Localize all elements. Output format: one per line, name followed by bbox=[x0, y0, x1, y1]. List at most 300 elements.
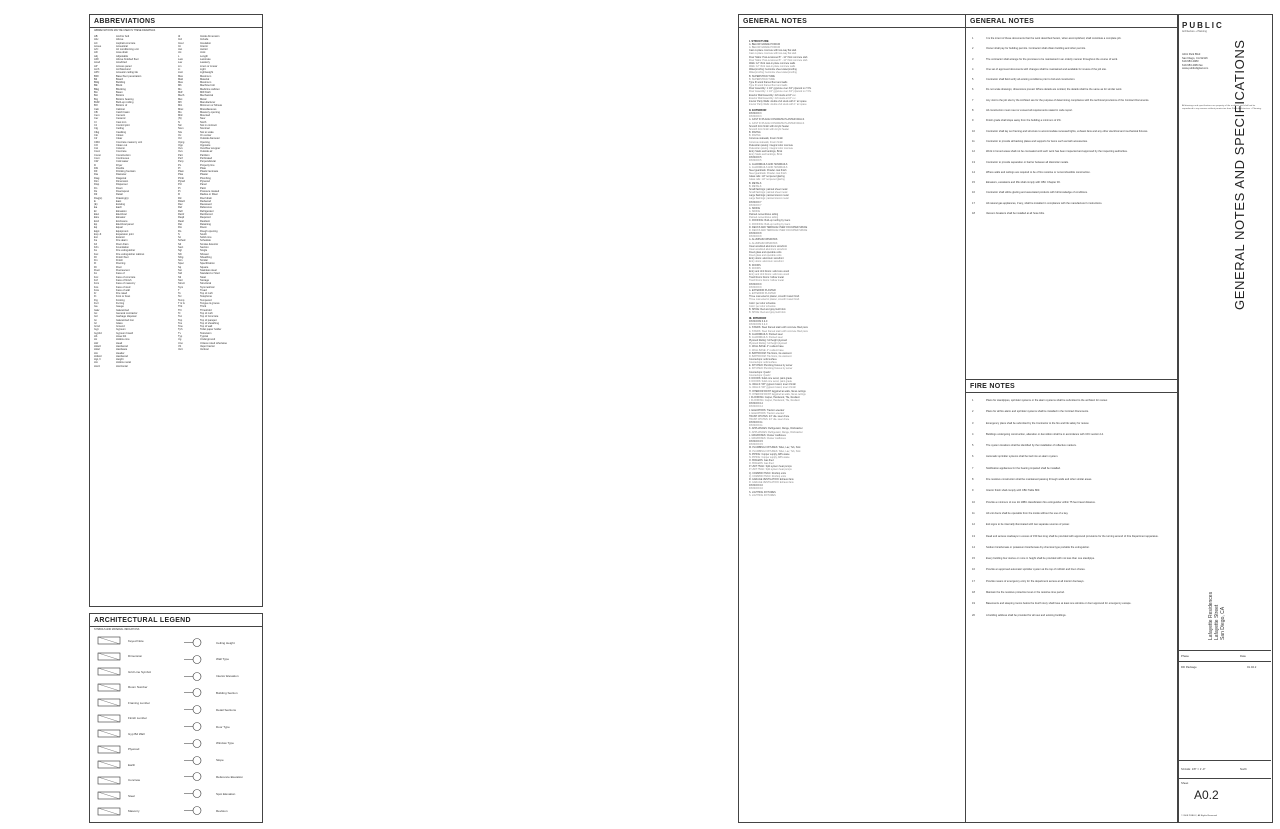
spec-line: A. GUARDRAILS AND HANDRAILS bbox=[749, 165, 788, 169]
abbreviation-meaning: Electrical bbox=[116, 213, 127, 217]
legend-item bbox=[184, 672, 239, 681]
abbreviation-meaning: Insulation bbox=[200, 41, 212, 45]
general-notes-specs-body bbox=[749, 37, 959, 818]
abbreviation-meaning: Paint bbox=[200, 186, 206, 190]
abbreviation-meaning: Radius or Riser bbox=[200, 193, 218, 197]
general-note bbox=[972, 68, 1172, 71]
legend-label: Door Type bbox=[216, 724, 230, 729]
abbreviation-code: Dn bbox=[94, 186, 98, 190]
spec-line: B. PAVING bbox=[749, 134, 761, 138]
note-number: 6 bbox=[972, 455, 974, 459]
abbreviation-meaning: Outside air bbox=[200, 150, 213, 154]
note-text: Plans for all fire alarm and sprinkler systems shall be installed in the Contract Documents. bbox=[986, 410, 1089, 414]
abbreviation-meaning: Masonry opening bbox=[200, 110, 220, 114]
note-number: 11 bbox=[972, 139, 975, 143]
spec-line: C. ROOFING: Built-up roofing by Gaco bbox=[749, 219, 791, 223]
legend-symbol bbox=[184, 688, 210, 697]
spec-line: Cast-in-place concrete with two-way flat slab bbox=[749, 49, 797, 53]
abbreviation-meaning: Rough opening bbox=[200, 229, 218, 233]
note-text: Contractor shall field verify all existing conditions prior to bid and construction. bbox=[986, 78, 1076, 82]
note-number: 5 bbox=[972, 444, 974, 448]
legend-item bbox=[184, 688, 238, 697]
abbreviation-meaning: Toilet paper holder bbox=[200, 328, 222, 332]
abbreviation-meaning: Mechanical bbox=[200, 94, 214, 98]
abbreviation-code: Sym bbox=[178, 285, 184, 289]
address-line: 4441 Park Blvd bbox=[1182, 53, 1201, 56]
abbreviation-code: Mo bbox=[178, 87, 182, 91]
abbreviation-code: Mb bbox=[178, 84, 182, 88]
abbreviation-code: Tc bbox=[178, 311, 181, 315]
abbreviation-meaning: Plumbing bbox=[200, 176, 211, 180]
note-number: 15 bbox=[972, 181, 975, 185]
abbreviation-meaning: Tread bbox=[200, 288, 207, 292]
spec-line: C. WALL BASE: 4" resilient base bbox=[749, 348, 784, 352]
spec-line: B. SPICE: Red and gray field brick bbox=[749, 310, 786, 314]
firm-subtitle: Architecture + Planning bbox=[1182, 30, 1207, 33]
legend-label: Earth bbox=[128, 762, 136, 767]
abbreviation-code: Fo bbox=[94, 272, 98, 276]
abbreviation-code: Cont bbox=[94, 156, 100, 160]
legend-symbol bbox=[184, 789, 210, 798]
legend-symbol bbox=[184, 672, 210, 681]
abbreviation-meaning: Miscellaneous bbox=[200, 107, 217, 111]
spec-line: Interior Party Walls: double 2x4 studs with 1" air space bbox=[749, 102, 807, 106]
firm-address bbox=[1182, 53, 1208, 71]
fire-note bbox=[972, 546, 1172, 549]
abbreviation-code: Tos bbox=[178, 321, 183, 325]
note-number: 16 bbox=[972, 568, 975, 572]
abbreviation-code: Ovs bbox=[178, 147, 183, 151]
note-text: A building address shall be provided for all new and existing buildings. bbox=[986, 613, 1067, 617]
fire-note bbox=[972, 478, 1172, 481]
abbreviation-meaning: Height bbox=[116, 358, 124, 362]
abbreviation-row bbox=[178, 348, 227, 351]
abbreviation-code: AB bbox=[94, 35, 98, 38]
abbreviation-meaning: Drawing(s) bbox=[116, 196, 129, 200]
abbreviation-meaning: Anodized bbox=[116, 61, 127, 65]
abbreviation-code: Dtl bbox=[94, 193, 98, 197]
address-line: San Diego, CA 92116 bbox=[1182, 56, 1208, 60]
abbreviation-column bbox=[94, 35, 144, 368]
legend-item bbox=[184, 655, 229, 664]
legend-symbol bbox=[96, 636, 122, 645]
abbreviation-code: Clr bbox=[94, 137, 98, 141]
abbreviation-meaning: Equal bbox=[116, 226, 123, 230]
spec-line: N. PIPING: Copper supply, ABS waste bbox=[749, 455, 790, 459]
abbreviation-code: D bbox=[94, 163, 96, 167]
abbreviation-code: Clo bbox=[94, 133, 98, 137]
abbreviation-code: Flr bbox=[94, 265, 98, 269]
spec-line: DIVISION 11 bbox=[749, 424, 763, 428]
abbreviation-meaning: Face of wall bbox=[116, 288, 130, 292]
abbreviation-meaning: Hardware bbox=[116, 348, 128, 352]
abbreviation-meaning: Specification bbox=[200, 262, 215, 266]
note-number: 18 bbox=[972, 212, 975, 216]
spec-line: DIVISION 15 bbox=[749, 440, 763, 444]
fire-note bbox=[972, 591, 1172, 594]
abbreviation-code: Ea bbox=[94, 206, 98, 210]
abbreviation-meaning: General contractor bbox=[116, 311, 138, 315]
legend-item bbox=[184, 789, 235, 798]
spec-line: B. METALS bbox=[749, 181, 762, 185]
note-number: 10 bbox=[972, 129, 975, 133]
abbreviation-meaning: Hose bib bbox=[116, 335, 127, 339]
spec-line: Steel guardrails: Powder coat finish bbox=[749, 168, 787, 172]
abbreviation-code: Pl bbox=[178, 166, 181, 170]
abbreviation-meaning: Footing bbox=[116, 298, 125, 302]
abbreviation-code: Fa bbox=[94, 239, 98, 243]
spec-line: Walls: 12" thick cast-in-place concrete walls bbox=[749, 65, 796, 69]
fire-note bbox=[972, 580, 1172, 583]
abbreviation-code: Plywd bbox=[178, 180, 185, 184]
abbreviation-meaning: Mill finish bbox=[200, 91, 211, 95]
abbreviation-meaning: Gypsum board bbox=[116, 331, 134, 335]
legend-label: Concrete bbox=[128, 778, 141, 782]
fire-note bbox=[972, 489, 1172, 492]
spec-line: DIVISIONS 6 & 9 bbox=[749, 323, 768, 327]
abbreviation-code: Sq bbox=[178, 265, 182, 269]
fire-note bbox=[972, 568, 1172, 571]
spec-line: R. GARAGE VENTILATION: Exhaust fans bbox=[749, 477, 794, 481]
abbreviation-code: Gl bbox=[94, 321, 97, 325]
abbreviation-code: Eq bbox=[94, 226, 98, 230]
abbreviation-meaning: Acoustical bbox=[116, 44, 128, 48]
abbreviation-meaning: Not to scale bbox=[200, 130, 214, 134]
address-line: www.publicdigital.com bbox=[1182, 67, 1209, 71]
spec-line: A. SIDING bbox=[749, 206, 761, 210]
abbreviation-meaning: Existing bbox=[116, 203, 126, 207]
legend-item bbox=[184, 772, 243, 781]
abbreviation-meaning: Perpendicular bbox=[200, 160, 217, 164]
note-number: 14 bbox=[972, 170, 975, 174]
abbreviation-code: L bbox=[178, 54, 180, 58]
abbreviation-code: Elev bbox=[94, 216, 100, 220]
general-note bbox=[972, 119, 1172, 122]
abbreviation-code: Sect bbox=[178, 246, 184, 249]
abbreviation-meaning: Concrete bbox=[116, 150, 127, 154]
north-label: North bbox=[1240, 767, 1247, 771]
spec-line: G. WALLS: 5/8" gypsum board, level 4 finish bbox=[749, 383, 797, 387]
abbreviation-meaning: Diameter bbox=[116, 173, 127, 177]
fire-note bbox=[972, 444, 1172, 447]
spec-line: J. ELEVATORS: Traction elevator bbox=[749, 411, 785, 415]
abbreviation-meaning: Retaining bbox=[200, 222, 211, 226]
spec-line: Small flashings: painted sheet metal bbox=[749, 187, 788, 191]
note-number: 1 bbox=[972, 37, 974, 40]
abbreviation-meaning: Storage bbox=[200, 278, 210, 282]
spec-section-heading: I. STRUCTURE bbox=[749, 39, 769, 43]
abbreviation-code: CW bbox=[94, 160, 99, 164]
abbreviation-meaning: Area drain bbox=[116, 51, 128, 55]
abbreviation-code: Fof bbox=[94, 278, 98, 282]
abbreviation-code: Ep bbox=[94, 222, 98, 226]
general-note bbox=[972, 140, 1172, 143]
abbreviation-meaning: Mounted bbox=[200, 114, 211, 118]
spec-line: D. DECKS AND TERRACE OVER OCCUPIED SPACE bbox=[749, 225, 808, 229]
abbreviation-meaning: Thick bbox=[200, 305, 207, 309]
abbreviation-meaning: East bbox=[116, 199, 122, 203]
abbreviation-code: Mdf bbox=[178, 91, 183, 95]
note-number: 17 bbox=[972, 579, 975, 583]
abbreviation-meaning: New bbox=[200, 117, 206, 121]
note-number: 9 bbox=[972, 119, 974, 123]
abbreviation-meaning: Top of sheathing bbox=[200, 321, 220, 325]
abbreviation-meaning: Top of curb bbox=[200, 311, 213, 315]
abbreviation-code: Fdn bbox=[94, 246, 99, 249]
general-note bbox=[972, 109, 1172, 112]
abbreviation-meaning: Diagonal bbox=[116, 176, 127, 180]
abbreviation-code: Dwg(s) bbox=[94, 196, 103, 200]
abbreviation-code: El bbox=[94, 209, 97, 213]
spec-line: Cast-in-place concrete with two-way flat slab bbox=[749, 52, 797, 56]
spec-line: B. SPICE: Red and gray field brick bbox=[749, 307, 786, 311]
fire-note bbox=[972, 410, 1172, 413]
spec-line: Entry doors: aluminum storefront bbox=[749, 257, 784, 261]
note-number: 12 bbox=[972, 523, 975, 527]
spec-line: DIVISIONS 6 & 9 bbox=[749, 320, 768, 324]
note-text: Do not scale drawings; dimensions prevail. Where details are omitted, the details shall be the same as for similar work. bbox=[986, 88, 1123, 92]
abbreviation-code: Od bbox=[178, 137, 182, 141]
fire-notes-list bbox=[972, 399, 1172, 818]
note-number: 10 bbox=[972, 500, 975, 504]
abbreviation-row bbox=[94, 365, 144, 368]
abbreviation-meaning: Cold water bbox=[116, 160, 129, 164]
abbreviation-meaning: Head bbox=[116, 341, 123, 345]
abbreviation-code: Part bbox=[178, 153, 183, 157]
spec-line: O. BOILERS: Gas fired bbox=[749, 462, 774, 466]
title-block bbox=[1177, 14, 1273, 823]
abbreviation-code: Sd bbox=[178, 242, 182, 246]
legend-symbol bbox=[184, 772, 210, 781]
project-line: Lafayette Residences bbox=[1208, 591, 1214, 640]
abbreviation-code: Hc bbox=[94, 338, 98, 342]
abbreviation-code: Tph bbox=[178, 328, 183, 332]
abbreviation-code: Rm bbox=[178, 226, 183, 230]
abbreviation-meaning: Light bbox=[200, 67, 206, 71]
abbreviation-code: Galv bbox=[94, 308, 100, 312]
abbreviation-code: Uno bbox=[178, 341, 183, 345]
abbreviation-meaning: Telephone bbox=[200, 295, 212, 299]
spec-line: Plywood Railing: full height plywood bbox=[749, 339, 788, 343]
fire-note bbox=[972, 422, 1172, 425]
abbreviation-code: Lin bbox=[178, 64, 182, 68]
abbreviation-code: T bbox=[178, 288, 180, 292]
abbreviation-code: Fow bbox=[94, 288, 99, 292]
spec-line: C. WALL BASE: 4" resilient base bbox=[749, 345, 784, 349]
spec-line: Pedestrian paving: integral color concrete bbox=[749, 143, 793, 147]
legend-label: Wall Type bbox=[216, 657, 230, 662]
abbreviation-meaning: Structural bbox=[200, 282, 212, 286]
note-number: 3 bbox=[972, 57, 974, 61]
fire-note bbox=[972, 512, 1172, 515]
abbreviation-meaning: Access panel bbox=[116, 64, 132, 68]
divider bbox=[1177, 650, 1271, 651]
abbreviation-meaning: Gauge bbox=[116, 305, 124, 309]
abbreviation-meaning: Unless noted otherwise bbox=[200, 341, 227, 345]
spec-line: P. UNIT HVAC: Split system heat pumps bbox=[749, 468, 792, 472]
abbreviation-meaning: Closet bbox=[116, 133, 124, 137]
spec-line: DIVISION 3 bbox=[749, 112, 762, 116]
spec-line: K. APPLIANCES: Refrigerator, Range, Dishwasher bbox=[749, 427, 803, 431]
abbreviation-code: Sst bbox=[178, 269, 182, 273]
spec-line: Large flashings: painted stucco metal bbox=[749, 197, 789, 201]
general-note bbox=[972, 78, 1172, 81]
note-number: 2 bbox=[972, 47, 974, 51]
abbreviation-code: Ftg bbox=[94, 298, 98, 302]
spec-line: Painted cementitious siding bbox=[749, 213, 779, 217]
abbreviation-meaning: Vapor barrier bbox=[200, 344, 215, 348]
abbreviation-meaning: Panel bbox=[200, 183, 207, 187]
abbreviation-code: Max bbox=[178, 81, 183, 85]
note-number: 15 bbox=[972, 557, 975, 561]
abbreviation-code: Acous bbox=[94, 44, 102, 48]
abbreviation-code: Std bbox=[178, 272, 182, 276]
spec-line: DIVISION 5 bbox=[749, 156, 762, 160]
abbreviation-meaning: Face of bbox=[116, 272, 125, 276]
spec-line: A. SIDING bbox=[749, 209, 761, 213]
spec-line: Trash Room Doors: hollow metal bbox=[749, 279, 784, 283]
legend-label: Gyp Bd Wall bbox=[128, 731, 145, 736]
abbreviation-meaning: Flooring bbox=[116, 262, 126, 266]
spec-line: Fixed glass and operable units bbox=[749, 254, 782, 258]
abbreviation-meaning: Drinking fountain bbox=[116, 170, 136, 174]
abbreviation-meaning: Above bbox=[116, 38, 124, 42]
abbreviation-meaning: Janitor bbox=[200, 48, 208, 52]
note-text: Where walls and ceilings are required to be of fire resistive or noncombustible construction. bbox=[986, 170, 1091, 174]
abbreviation-meaning: Maximum bbox=[200, 74, 212, 78]
abbreviation-meaning: Foundation bbox=[116, 246, 129, 249]
abbreviation-code: Ext bbox=[94, 236, 98, 240]
abbreviation-code: Hrdwd bbox=[94, 354, 102, 358]
abbreviation-meaning: Fire extinguisher bbox=[116, 249, 136, 253]
legend-label: Grid Line Symbol bbox=[128, 669, 152, 674]
abbreviation-code: Opp bbox=[178, 143, 183, 147]
abbreviation-code: Jan bbox=[178, 48, 183, 52]
abbreviation-code: CB bbox=[94, 110, 98, 114]
abbreviation-meaning: Bottom bearing bbox=[116, 97, 134, 101]
abbreviation-meaning: Minimum or Minute bbox=[200, 104, 223, 108]
legend-label: Revision bbox=[216, 808, 228, 813]
legend-label: Detail Sections bbox=[216, 707, 237, 712]
spec-line: A. EXTERIOR PLASTER bbox=[749, 292, 776, 296]
abbreviation-meaning: Expansion joint bbox=[116, 232, 134, 236]
abbreviation-code: Lam bbox=[178, 58, 184, 62]
abbreviation-code: Matl bbox=[178, 77, 183, 81]
spec-line: G. WALLS: 5/8" gypsum board, level 4 finish bbox=[749, 386, 797, 390]
abbreviation-code: Plam bbox=[178, 170, 184, 174]
abbreviation-code: Brg bbox=[94, 97, 99, 101]
abbreviation-code: Fos bbox=[94, 285, 99, 289]
note-number: 14 bbox=[972, 545, 975, 549]
abbreviation-code: Dia bbox=[94, 173, 98, 177]
legend-symbol bbox=[96, 760, 122, 769]
abbreviation-code: Gyp bbox=[94, 328, 99, 332]
abbreviation-meaning: Maximum bbox=[200, 81, 212, 85]
spec-line: D. BATHROOM: Tile floors, tile wainscot bbox=[749, 354, 792, 358]
abbreviation-meaning: Solid core bbox=[200, 236, 212, 240]
note-number: 12 bbox=[972, 150, 975, 154]
note-text: Provide an approved automatic sprinkler system at the top of rubbish and linen chutes. bbox=[986, 568, 1086, 572]
spec-line: Interior Party Walls: double 2x4 studs with 1" air space bbox=[749, 99, 807, 103]
abbreviation-meaning: Face of concrete bbox=[116, 275, 136, 279]
spec-line: DIVISION 9 bbox=[749, 282, 762, 286]
abbreviation-meaning: Face of stud bbox=[116, 285, 131, 289]
spec-line: Glass rails: 1/2" tempered glazing bbox=[749, 178, 785, 182]
fire-note bbox=[972, 433, 1172, 436]
spec-line: S. LIGHTING FIXTURES bbox=[749, 490, 776, 494]
abbreviation-code: Encl bbox=[94, 219, 100, 223]
note-text: Plans for standpipes, sprinkler systems or fire alarm systems shall be submitted to the architect for review. bbox=[986, 399, 1108, 402]
abbreviation-code: Misc bbox=[178, 107, 184, 111]
general-note bbox=[972, 130, 1172, 133]
spec-line: Waterproofing: bentonite sheet waterproofing bbox=[749, 68, 797, 72]
abbreviation-code: Clg bbox=[94, 127, 98, 131]
abbreviation-code: Ga bbox=[94, 305, 98, 309]
abbreviation-code: Anod bbox=[94, 61, 101, 65]
abbreviations-panel bbox=[89, 14, 263, 607]
legend-symbol bbox=[184, 806, 210, 815]
abbreviation-meaning: Down bbox=[116, 186, 123, 190]
general-note bbox=[972, 161, 1172, 164]
abbreviation-code: Plas bbox=[178, 173, 184, 177]
legend-symbol bbox=[96, 776, 122, 785]
legend-symbol bbox=[96, 698, 122, 707]
abbreviation-meaning: Hollow core bbox=[116, 338, 130, 342]
abbreviation-meaning: Catch basin bbox=[116, 110, 130, 114]
legend-symbol bbox=[184, 739, 210, 748]
abbreviation-code: Elec bbox=[94, 213, 100, 217]
abbreviation-code: Blkg bbox=[94, 87, 100, 91]
abbreviation-code: Bm bbox=[94, 91, 98, 95]
legend-label: Interior Elevation bbox=[216, 674, 239, 679]
spec-line: A. STAIRS: Steel framed stairs with concrete filled pans bbox=[749, 326, 808, 330]
legend-item bbox=[96, 667, 151, 676]
sheet-number: A0.2 bbox=[1194, 788, 1219, 802]
spec-line: DIVISION 8 bbox=[749, 232, 762, 236]
abbreviation-meaning: Construction bbox=[116, 153, 131, 157]
note-text: All unit doors shall be openable from the inside without the use of a key. bbox=[986, 511, 1069, 515]
note-text: Every building four stories or more in height shall be provided with not less than one standpipe. bbox=[986, 557, 1095, 561]
abbreviation-meaning: Plate bbox=[200, 166, 206, 170]
abbreviation-meaning: Machine bolt bbox=[200, 84, 215, 88]
fire-note bbox=[972, 602, 1172, 605]
abbreviation-code: CJ bbox=[94, 124, 98, 128]
abbreviation-code: Incl bbox=[178, 38, 183, 42]
abbreviation-code: Hm bbox=[94, 351, 99, 355]
spec-line: Waterproofing: bentonite sheet waterproofing bbox=[749, 71, 797, 75]
spec-line: DIVISION 3 bbox=[749, 115, 762, 119]
spec-line: Countertops: solid surface bbox=[749, 358, 777, 361]
note-text: The system locations shall be identified by the installation of reflective markers. bbox=[986, 444, 1077, 448]
spec-line: M. PLUMBING FIXTURES: Toilet, Lav, Tub, Sink bbox=[749, 449, 801, 453]
abbreviation-meaning: Block bbox=[116, 84, 123, 88]
abbreviation-meaning: Floor drain bbox=[116, 242, 129, 246]
abbreviation-code: Pt bbox=[178, 189, 181, 193]
spec-line: Color: per color schedule bbox=[749, 301, 776, 305]
abbreviation-code: Fd bbox=[94, 242, 98, 246]
sheet-title: GENERAL NOTES AND SPECIFICATIONS bbox=[1232, 39, 1247, 310]
abbreviation-code: Temp bbox=[178, 298, 185, 302]
abbreviation-meaning: Single bbox=[200, 249, 208, 253]
abbreviation-column bbox=[178, 35, 227, 352]
abbreviation-meaning: Partition bbox=[200, 153, 210, 157]
spec-line: Concrete sidewalk, broom finish bbox=[749, 140, 783, 144]
abbreviation-code: APC bbox=[94, 71, 100, 75]
legend-label: Keyed Note bbox=[128, 638, 144, 643]
abbreviations-note: ABBREVIATIONS MAY BE USED IN THESE DRAWINGS bbox=[94, 29, 156, 32]
abbreviation-meaning: Cement bbox=[116, 114, 126, 118]
abbreviation-code: Ro bbox=[178, 229, 182, 233]
